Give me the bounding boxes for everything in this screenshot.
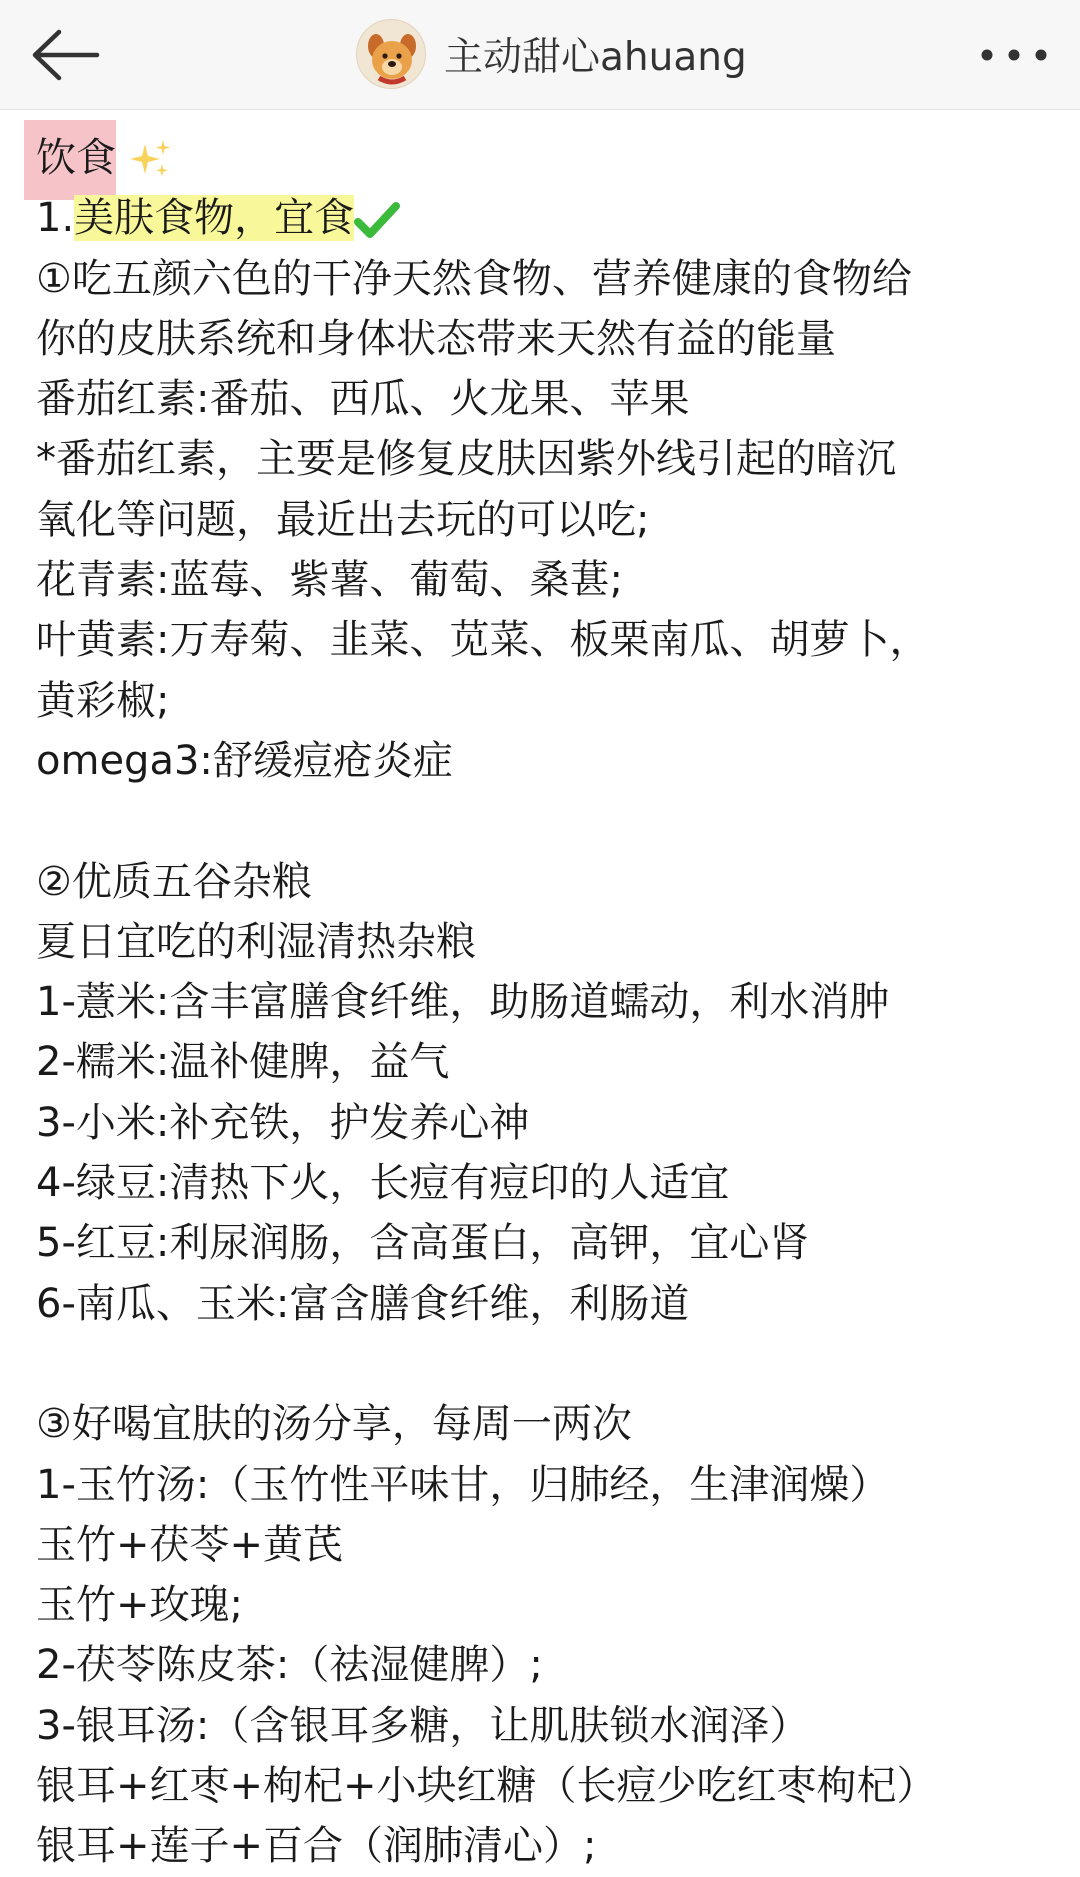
post-line: 花青素:蓝莓、紫薯、葡萄、桑葚; [36, 557, 623, 604]
post-heading-line [36, 128, 1056, 188]
post-line: 3-银耳汤:（含银耳多糖，让肌肤锁水润泽） [36, 1702, 810, 1749]
subheading-number: 1. [36, 195, 75, 242]
post-line: ③好喝宜肤的汤分享，每周一两次 [36, 1401, 632, 1448]
post-subheading: 美肤食物，宜食 [74, 195, 355, 242]
post-line: 5-红豆:利尿润肠，含高蛋白，高钾，宜心肾 [36, 1220, 810, 1267]
post-line: 玉竹+茯苓+黄芪 [36, 1521, 344, 1568]
post-heading: 饮食 [24, 120, 116, 200]
post-line: 银耳+莲子+百合（润肺清心）; [36, 1823, 597, 1870]
post-subheading-line [36, 188, 1056, 248]
post-line: 番茄红素:番茄、西瓜、火龙果、苹果 [36, 376, 690, 423]
post-line: ①吃五颜六色的干净天然食物、营养健康的食物给 [36, 255, 912, 302]
sparkles-emoji [129, 138, 173, 182]
avatar[interactable] [356, 19, 426, 89]
post-line: 叶黄素:万寿菊、韭菜、苋菜、板栗南瓜、胡萝卜， [36, 617, 930, 664]
post-line: 你的皮肤系统和身体状态带来天然有益的能量 [36, 315, 836, 362]
avatar-bear-image [357, 20, 426, 89]
more-options-button[interactable] [974, 16, 1054, 94]
post-line: *番茄红素，主要是修复皮肤因紫外线引起的暗沉 [36, 436, 896, 483]
top-navigation-bar [0, 0, 1080, 110]
blank-line [36, 1334, 1056, 1394]
post-content [36, 128, 1056, 1877]
blank-line [36, 791, 1056, 851]
post-line: ②优质五谷杂粮 [36, 858, 312, 905]
post-line: 1-玉竹汤:（玉竹性平味甘，归肺经，生津润燥） [36, 1461, 890, 1508]
back-button[interactable] [22, 12, 108, 98]
author-info[interactable] [356, 10, 747, 98]
post-line: 1-薏米:含丰富膳食纤维，助肠道蠕动，利水消肿 [36, 979, 890, 1026]
post-line: 2-茯苓陈皮茶:（祛湿健脾）; [36, 1642, 543, 1689]
post-line: 2-糯米:温补健脾，益气 [36, 1039, 450, 1086]
more-dots-icon [979, 48, 1049, 62]
post-line: 玉竹+玫瑰; [36, 1582, 243, 1629]
post-line: 黄彩椒; [36, 677, 170, 724]
author-name[interactable]: 主动甜心ahuang [444, 35, 747, 80]
post-line: 4-绿豆:清热下火，长痘有痘印的人适宜 [36, 1160, 730, 1207]
post-line: 夏日宜吃的利湿清热杂粮 [36, 918, 476, 965]
post-line: 6-南瓜、玉米:富含膳食纤维，利肠道 [36, 1280, 690, 1327]
post-line: 氧化等问题，最近出去玩的可以吃; [36, 496, 650, 543]
post-line: 3-小米:补充铁，护发养心神 [36, 1099, 530, 1146]
back-arrow-icon [29, 27, 101, 83]
post-line: omega3:舒缓痘疮炎症 [36, 737, 453, 784]
post-line: 银耳+红枣+枸杞+小块红糖（长痘少吃红枣枸杞） [36, 1763, 937, 1810]
check-mark-emoji [354, 200, 400, 240]
